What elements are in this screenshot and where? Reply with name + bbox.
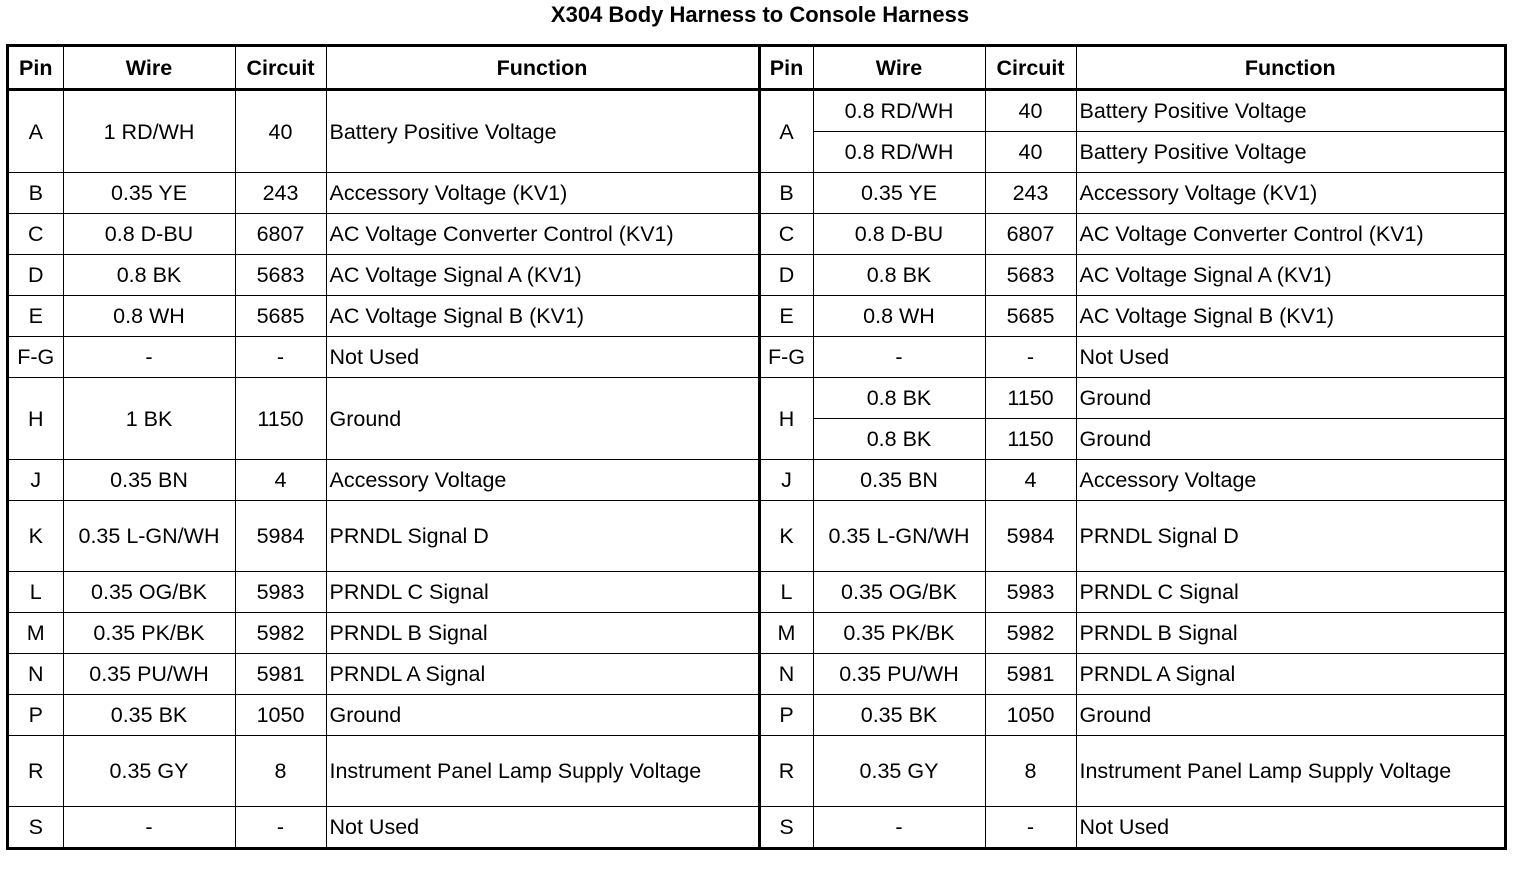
pin-cell: E <box>759 296 813 337</box>
circuit-cell: 5984 <box>985 501 1076 572</box>
table-row <box>9 214 1504 255</box>
header-row <box>9 47 1504 90</box>
header-pin: Pin <box>9 47 63 90</box>
table-row <box>9 173 1504 214</box>
connector-pinout-table <box>9 47 1504 847</box>
pin-cell: N <box>9 654 63 695</box>
pin-cell: A <box>9 90 63 173</box>
function-cell: PRNDL C Signal <box>326 572 759 613</box>
function-cell: Not Used <box>326 807 759 848</box>
table-row <box>9 572 1504 613</box>
table-row <box>9 695 1504 736</box>
function-cell: Ground <box>326 695 759 736</box>
circuit-cell: 6807 <box>985 214 1076 255</box>
wire-cell: 1 BK <box>63 378 235 460</box>
wire-cell: 0.35 GY <box>63 736 235 807</box>
pin-cell: S <box>759 807 813 848</box>
table-row <box>9 460 1504 501</box>
circuit-cell: 5982 <box>985 613 1076 654</box>
circuit-cell: 5685 <box>235 296 326 337</box>
circuit-cell: 5981 <box>985 654 1076 695</box>
function-cell: Instrument Panel Lamp Supply Voltage <box>1076 736 1504 807</box>
circuit-cell: 6807 <box>235 214 326 255</box>
circuit-cell: 4 <box>235 460 326 501</box>
pin-cell: S <box>9 807 63 848</box>
function-cell: AC Voltage Signal A (KV1) <box>1076 255 1504 296</box>
wire-cell: 0.35 BN <box>63 460 235 501</box>
circuit-cell: 1150 <box>235 378 326 460</box>
function-cell: PRNDL B Signal <box>326 613 759 654</box>
pin-cell: N <box>759 654 813 695</box>
pin-cell: L <box>759 572 813 613</box>
wire-cell: 0.35 PU/WH <box>813 654 985 695</box>
pin-cell: J <box>759 460 813 501</box>
table-row <box>9 255 1504 296</box>
wire-cell: 0.8 RD/WH <box>813 90 985 132</box>
wire-cell: 0.35 PK/BK <box>813 613 985 654</box>
wire-cell: - <box>63 807 235 848</box>
function-cell: Battery Positive Voltage <box>1076 90 1504 132</box>
function-cell: Ground <box>1076 378 1504 419</box>
function-cell: PRNDL Signal D <box>1076 501 1504 572</box>
function-cell: AC Voltage Converter Control (KV1) <box>326 214 759 255</box>
circuit-cell: - <box>235 807 326 848</box>
pin-cell: P <box>759 695 813 736</box>
function-cell: Accessory Voltage <box>326 460 759 501</box>
pin-cell: R <box>759 736 813 807</box>
wire-cell: 0.35 GY <box>813 736 985 807</box>
circuit-cell: 5981 <box>235 654 326 695</box>
circuit-cell: 4 <box>985 460 1076 501</box>
wire-cell: - <box>813 807 985 848</box>
wire-cell: 0.35 BN <box>813 460 985 501</box>
wire-cell: 0.35 OG/BK <box>813 572 985 613</box>
circuit-cell: 5983 <box>985 572 1076 613</box>
circuit-cell: 8 <box>235 736 326 807</box>
wire-cell: 0.35 PK/BK <box>63 613 235 654</box>
function-cell: AC Voltage Signal B (KV1) <box>326 296 759 337</box>
table-row <box>9 337 1504 378</box>
function-cell: Not Used <box>1076 807 1504 848</box>
pin-cell: C <box>759 214 813 255</box>
wire-cell: 0.8 WH <box>63 296 235 337</box>
wire-cell: 0.35 PU/WH <box>63 654 235 695</box>
wire-cell: 0.8 BK <box>813 255 985 296</box>
function-cell: AC Voltage Converter Control (KV1) <box>1076 214 1504 255</box>
header-circuit: Circuit <box>985 47 1076 90</box>
pin-cell: A <box>759 90 813 173</box>
circuit-cell: 5983 <box>235 572 326 613</box>
wire-cell: 0.35 L-GN/WH <box>63 501 235 572</box>
wire-cell: 0.8 BK <box>813 419 985 460</box>
function-cell: Ground <box>1076 695 1504 736</box>
function-cell: Ground <box>326 378 759 460</box>
header-wire: Wire <box>813 47 985 90</box>
wire-cell: 0.35 BK <box>813 695 985 736</box>
circuit-cell: 40 <box>985 132 1076 173</box>
pin-cell: E <box>9 296 63 337</box>
function-cell: PRNDL B Signal <box>1076 613 1504 654</box>
wire-cell: 0.35 YE <box>63 173 235 214</box>
wire-cell: 0.8 D-BU <box>63 214 235 255</box>
wire-cell: 0.8 WH <box>813 296 985 337</box>
pin-cell: J <box>9 460 63 501</box>
function-cell: Battery Positive Voltage <box>1076 132 1504 173</box>
function-cell: Accessory Voltage (KV1) <box>326 173 759 214</box>
pin-cell: P <box>9 695 63 736</box>
wire-cell: 0.35 YE <box>813 173 985 214</box>
function-cell: PRNDL Signal D <box>326 501 759 572</box>
table-row <box>9 654 1504 695</box>
function-cell: AC Voltage Signal A (KV1) <box>326 255 759 296</box>
wire-cell: 0.35 BK <box>63 695 235 736</box>
table-row <box>9 296 1504 337</box>
function-cell: Ground <box>1076 419 1504 460</box>
wire-cell: 0.35 L-GN/WH <box>813 501 985 572</box>
circuit-cell: 1150 <box>985 378 1076 419</box>
table-row <box>9 378 1504 419</box>
pin-cell: K <box>9 501 63 572</box>
wire-cell: 0.35 OG/BK <box>63 572 235 613</box>
header-function: Function <box>1076 47 1504 90</box>
table-title: X304 Body Harness to Console Harness <box>550 2 970 27</box>
circuit-cell: 5685 <box>985 296 1076 337</box>
pin-cell: B <box>759 173 813 214</box>
circuit-cell: 5982 <box>235 613 326 654</box>
pin-cell: D <box>9 255 63 296</box>
wire-cell: - <box>813 337 985 378</box>
circuit-cell: 1050 <box>235 695 326 736</box>
pin-cell: L <box>9 572 63 613</box>
pin-cell: C <box>9 214 63 255</box>
circuit-cell: 5984 <box>235 501 326 572</box>
function-cell: PRNDL A Signal <box>326 654 759 695</box>
circuit-cell: 243 <box>985 173 1076 214</box>
pin-cell: F-G <box>9 337 63 378</box>
circuit-cell: 8 <box>985 736 1076 807</box>
function-cell: PRNDL C Signal <box>1076 572 1504 613</box>
table-row <box>9 736 1504 807</box>
circuit-cell: - <box>985 807 1076 848</box>
function-cell: Not Used <box>326 337 759 378</box>
circuit-cell: 243 <box>235 173 326 214</box>
pin-cell: B <box>9 173 63 214</box>
function-cell: PRNDL A Signal <box>1076 654 1504 695</box>
header-pin: Pin <box>759 47 813 90</box>
header-circuit: Circuit <box>235 47 326 90</box>
circuit-cell: 40 <box>235 90 326 173</box>
pin-cell: H <box>759 378 813 460</box>
pin-cell: H <box>9 378 63 460</box>
table-row <box>9 501 1504 572</box>
table-row <box>9 613 1504 654</box>
wire-cell: 0.8 BK <box>813 378 985 419</box>
pin-cell: D <box>759 255 813 296</box>
circuit-cell: 40 <box>985 90 1076 132</box>
table-row <box>9 90 1504 132</box>
wire-cell: 0.8 D-BU <box>813 214 985 255</box>
circuit-cell: 5683 <box>985 255 1076 296</box>
pin-cell: M <box>759 613 813 654</box>
circuit-cell: - <box>235 337 326 378</box>
circuit-cell: 1150 <box>985 419 1076 460</box>
header-function: Function <box>326 47 759 90</box>
function-cell: Instrument Panel Lamp Supply Voltage <box>326 736 759 807</box>
header-wire: Wire <box>63 47 235 90</box>
function-cell: Accessory Voltage (KV1) <box>1076 173 1504 214</box>
connector-table-frame <box>6 44 1507 850</box>
function-cell: AC Voltage Signal B (KV1) <box>1076 296 1504 337</box>
pin-cell: R <box>9 736 63 807</box>
pin-cell: K <box>759 501 813 572</box>
table-row <box>9 807 1504 848</box>
circuit-cell: - <box>985 337 1076 378</box>
wire-cell: 0.8 BK <box>63 255 235 296</box>
wire-cell: - <box>63 337 235 378</box>
wire-cell: 0.8 RD/WH <box>813 132 985 173</box>
circuit-cell: 5683 <box>235 255 326 296</box>
function-cell: Battery Positive Voltage <box>326 90 759 173</box>
function-cell: Not Used <box>1076 337 1504 378</box>
function-cell: Accessory Voltage <box>1076 460 1504 501</box>
circuit-cell: 1050 <box>985 695 1076 736</box>
pin-cell: F-G <box>759 337 813 378</box>
pin-cell: M <box>9 613 63 654</box>
wire-cell: 1 RD/WH <box>63 90 235 173</box>
